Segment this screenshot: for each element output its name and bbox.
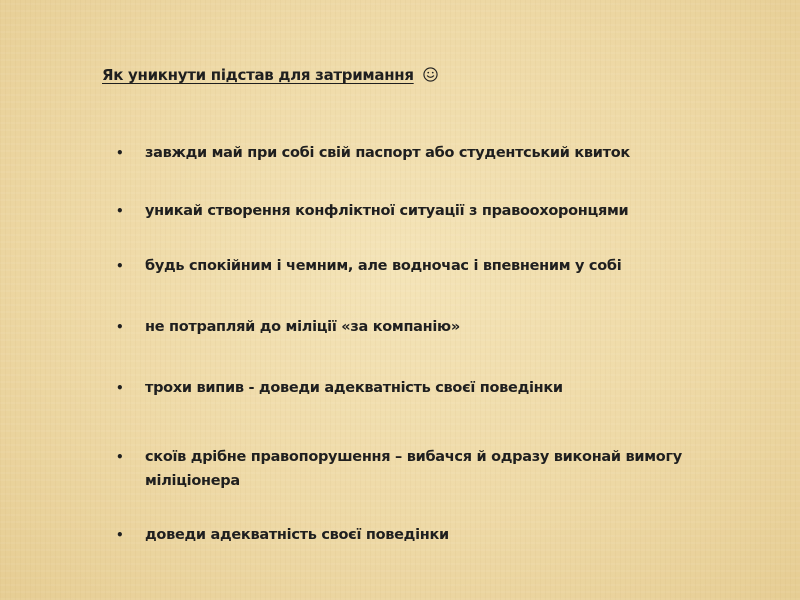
bullet-icon: • [116, 204, 124, 218]
list-item-text: уникай створення конфліктної ситуації з правоохоронцями [145, 203, 629, 219]
list-item [116, 315, 726, 339]
smiley-face-icon [423, 67, 438, 82]
list-item [116, 254, 726, 278]
list-item [116, 523, 726, 547]
list-item-text: доведи адекватність своєї поведінки [145, 527, 449, 543]
list-item-text: не потрапляй до міліції «за компанію» [145, 319, 460, 335]
slide-title [102, 66, 438, 84]
bullet-icon: • [116, 320, 124, 334]
slide-title-text: Як уникнути підстав для затримання [102, 66, 414, 84]
list-item [116, 141, 726, 165]
list-item [116, 199, 726, 223]
list-item-text: будь спокійним і чемним, але водночас і впевненим у собі [145, 258, 622, 274]
bullet-icon: • [116, 528, 124, 542]
bullet-icon: • [116, 450, 124, 464]
list-item [116, 445, 726, 493]
bullet-icon: • [116, 381, 124, 395]
list-item-text: скоїв дрібне правопорушення – вибачся й одразу виконай вимогу міліціонера [145, 449, 682, 489]
bullet-icon: • [116, 146, 124, 160]
list-item-text: трохи випив - доведи адекватність своєї поведінки [145, 380, 563, 396]
bullet-icon: • [116, 259, 124, 273]
list-item [116, 376, 726, 400]
list-item-text: завжди май при собі свій паспорт або студентський квиток [145, 145, 630, 161]
